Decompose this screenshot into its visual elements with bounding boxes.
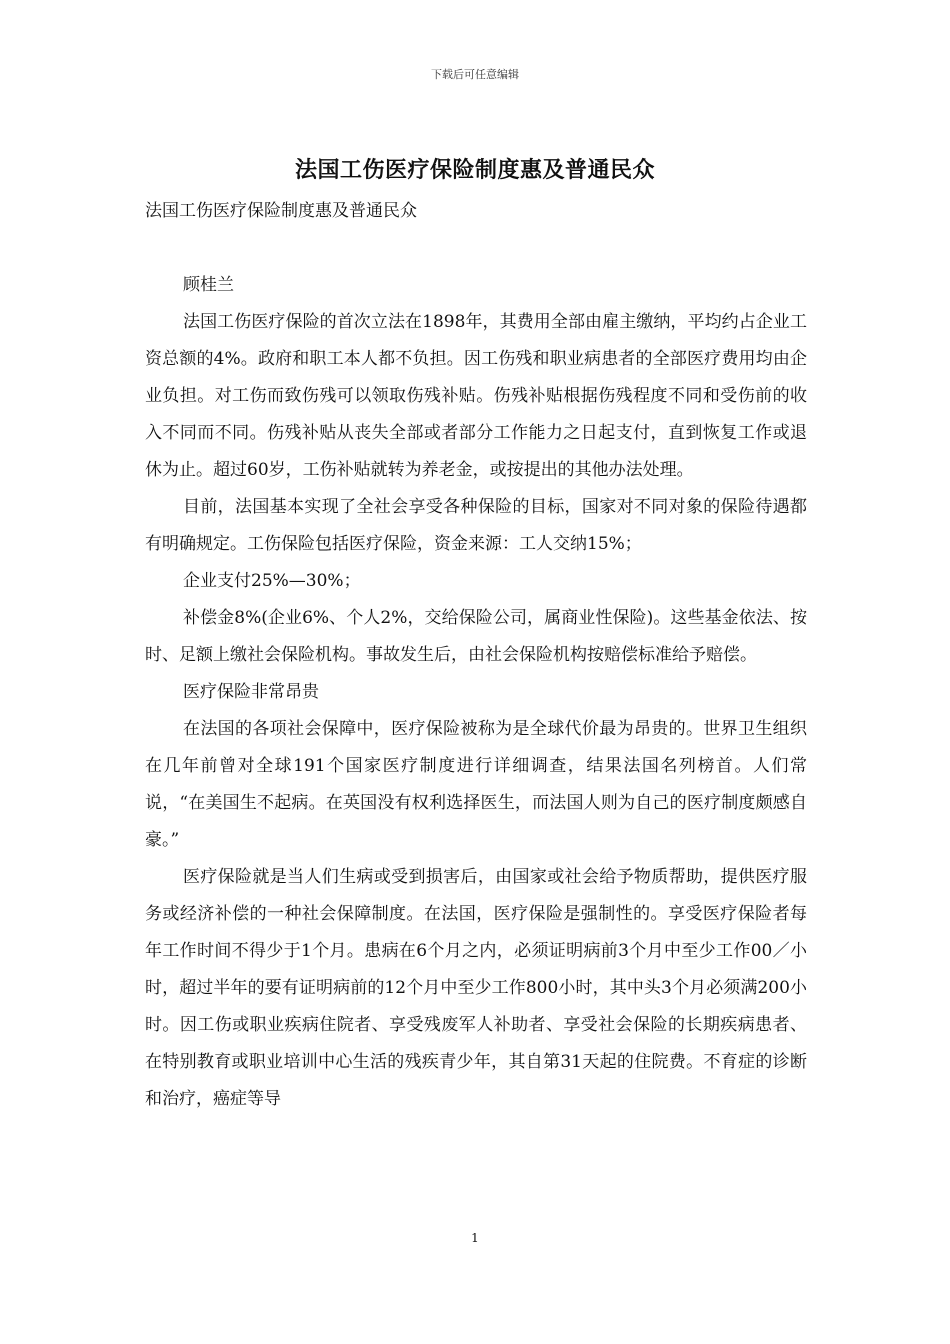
header-note: 下载后可任意编辑 [431,68,519,81]
document-title: 法国工伤医疗保险制度惠及普通民众 [294,157,655,183]
paragraph: 补偿金8%(企业6%、个人2%，交给保险公司，属商业性保险)。这些基金依法、按时、足额上缴社会保险机构。事故发生后，由社会保险机构按赔偿标准给予赔偿。 [145,608,807,665]
document-body [145,193,807,1118]
paragraph: 目前，法国基本实现了全社会享受各种保险的目标，国家对不同对象的保险待遇都有明确规定。工伤保险包括医疗保险，资金来源：工人交纳15%； [145,497,807,554]
paragraph: 在法国的各项社会保障中，医疗保险被称为是全球代价最为昂贵的。世界卫生组织在几年前曾对全球191个国家医疗制度进行详细调查，结果法国名列榜首。人们常说，“在美国生不起病。在英国没有权利选择医生，而法国人则为自己的医疗制度颇感自豪。” [145,719,807,850]
document-subtitle: 法国工伤医疗保险制度惠及普通民众 [145,201,417,221]
page-number: 1 [471,1231,479,1245]
author-name: 顾桂兰 [183,275,234,295]
paragraph: 法国工伤医疗保险的首次立法在1898年，其费用全部由雇主缴纳，平均约占企业工资总额的4%。政府和职工本人都不负担。因工伤残和职业病患者的全部医疗费用均由企业负担。对工伤而致伤残可以领取伤残补贴。伤残补贴根据伤残程度不同和受伤前的收入不同而不同。伤残补贴从丧失全部或者部分工作能力之日起支付，直到恢复工作或退休为止。超过60岁，工伤补贴就转为养老金，或按提出的其他办法处理。 [145,312,807,480]
blank-line [145,230,807,267]
section-heading: 医疗保险非常昂贵 [183,682,319,702]
paragraph: 企业支付25%—30%； [183,571,361,591]
paragraph: 医疗保险就是当人们生病或受到损害后，由国家或社会给予物质帮助，提供医疗服务或经济补偿的一种社会保障制度。在法国，医疗保险是强制性的。享受医疗保险者每年工作时间不得少于1个月。患病在6个月之内，必须证明病前3个月中至少工作00／小时，超过半年的要有证明病前的12个月中至少工作800小时，其中头3个月必须满200小时。因工伤或职业疾病住院者、享受残废军人补助者、享受社会保险的长期疾病患者、在特别教育或职业培训中心生活的残疾青少年，其自第31天起的住院费。不育症的诊断和治疗，癌症等导 [145,867,807,1109]
